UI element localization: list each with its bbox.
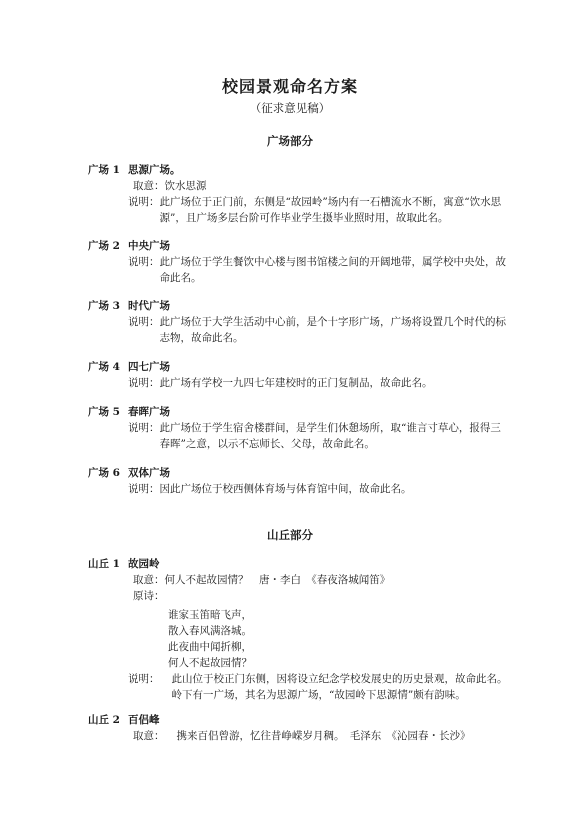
entry-number: 广场 5 (88, 406, 120, 418)
entry-name: 双体广场 (128, 467, 170, 479)
shuoming-label: 说明： (128, 377, 160, 389)
entry-name: 春晖广场 (128, 406, 170, 418)
entry-plaza-2 (88, 238, 508, 286)
entry-number: 广场 1 (88, 164, 120, 176)
entry-plaza-5 (88, 404, 508, 452)
shuoming-text: 此广场位于大学生活动中心前，是个十字形广场，广场将设置几个时代的标志物，故命此名。 (159, 316, 506, 344)
section-title-hill: 山丘部分 (267, 528, 313, 542)
quyi-text: 何人不起故园情？ 唐・李白 《春夜洛城闻笛》 (164, 574, 391, 586)
section-title-plaza: 广场部分 (267, 134, 313, 148)
entry-name: 故园岭 (128, 558, 160, 570)
shuoming-text: 此广场位于学生宿舍楼群间，是学生们休憩场所，取“谁言寸草心，报得三春晖”之意，以示不忘师长、父母，故命此名。 (159, 422, 501, 450)
shuoming-label: 说明： (128, 316, 160, 328)
entry-name: 中央广场 (128, 240, 170, 252)
shuoming-label: 说明： (128, 422, 160, 434)
entry-number: 广场 3 (88, 300, 120, 312)
poem-line: 此夜曲中闻折柳， (168, 641, 252, 653)
quyi-text: 饮水思源 (164, 180, 207, 192)
poem (168, 607, 508, 671)
poem-line: 谁家玉笛暗飞声， (168, 609, 252, 621)
entry-number: 广场 4 (88, 361, 120, 373)
document-subtitle: （征求意见稿） (249, 101, 331, 115)
quyi-text: 携来百侣曾游，忆往昔峥嵘岁月稠。 毛泽东 《沁园春・长沙》 (176, 730, 471, 742)
entry-plaza-4 (88, 359, 508, 391)
entry-name: 百侣峰 (128, 714, 160, 726)
document-title: 校园景观命名方案 (221, 77, 358, 96)
poem-line: 散入春风满洛城。 (168, 625, 252, 637)
shuoming-text: 此广场位于正门前，东侧是“故园岭”场内有一石槽流水不断，寓意“饮水思源”，且广场多层台阶可作毕业学生摄毕业照时用，故取此名。 (159, 196, 502, 224)
shuoming-text: 此广场位于学生餐饮中心楼与图书馆楼之间的开阔地带，属学校中央处，故命此名。 (159, 256, 506, 284)
shuoming-text: 此广场有学校一九四七年建校时的正门复制品，故命此名。 (159, 377, 433, 389)
entry-name: 时代广场 (128, 300, 170, 312)
entry-plaza-3 (88, 298, 508, 346)
entry-name: 思源广场。 (128, 164, 181, 176)
entry-name: 四七广场 (128, 361, 170, 373)
yuanshi-label: 原诗： (133, 590, 165, 602)
entry-number: 山丘 2 (88, 714, 120, 726)
entry-hill-1 (88, 556, 508, 703)
shuoming-label: 说明： (128, 196, 160, 208)
entry-number: 山丘 1 (88, 558, 120, 570)
poem-line: 何人不起故园情？ (168, 657, 252, 669)
entry-number: 广场 6 (88, 467, 120, 479)
shuoming-text: 因此广场位于校西侧体育场与体育馆中间，故命此名。 (159, 483, 412, 495)
entry-plaza-1 (88, 162, 508, 226)
entry-hill-2 (88, 712, 508, 744)
entry-number: 广场 2 (88, 240, 120, 252)
quyi-label: 取意： (133, 180, 165, 192)
shuoming-label: 说明： (128, 256, 160, 268)
shuoming-label: 说明： (128, 483, 160, 495)
quyi-label: 取意： (133, 730, 165, 742)
shuoming-label: 说明： (128, 673, 160, 685)
shuoming-text: 此山位于校正门东侧，因将设立纪念学校发展史的历史景观，故命此名。岭下有一广场，其名为思源广场，“故园岭下思源情”颇有韵味。 (171, 673, 508, 701)
quyi-label: 取意： (133, 574, 165, 586)
entry-plaza-6 (88, 465, 508, 497)
